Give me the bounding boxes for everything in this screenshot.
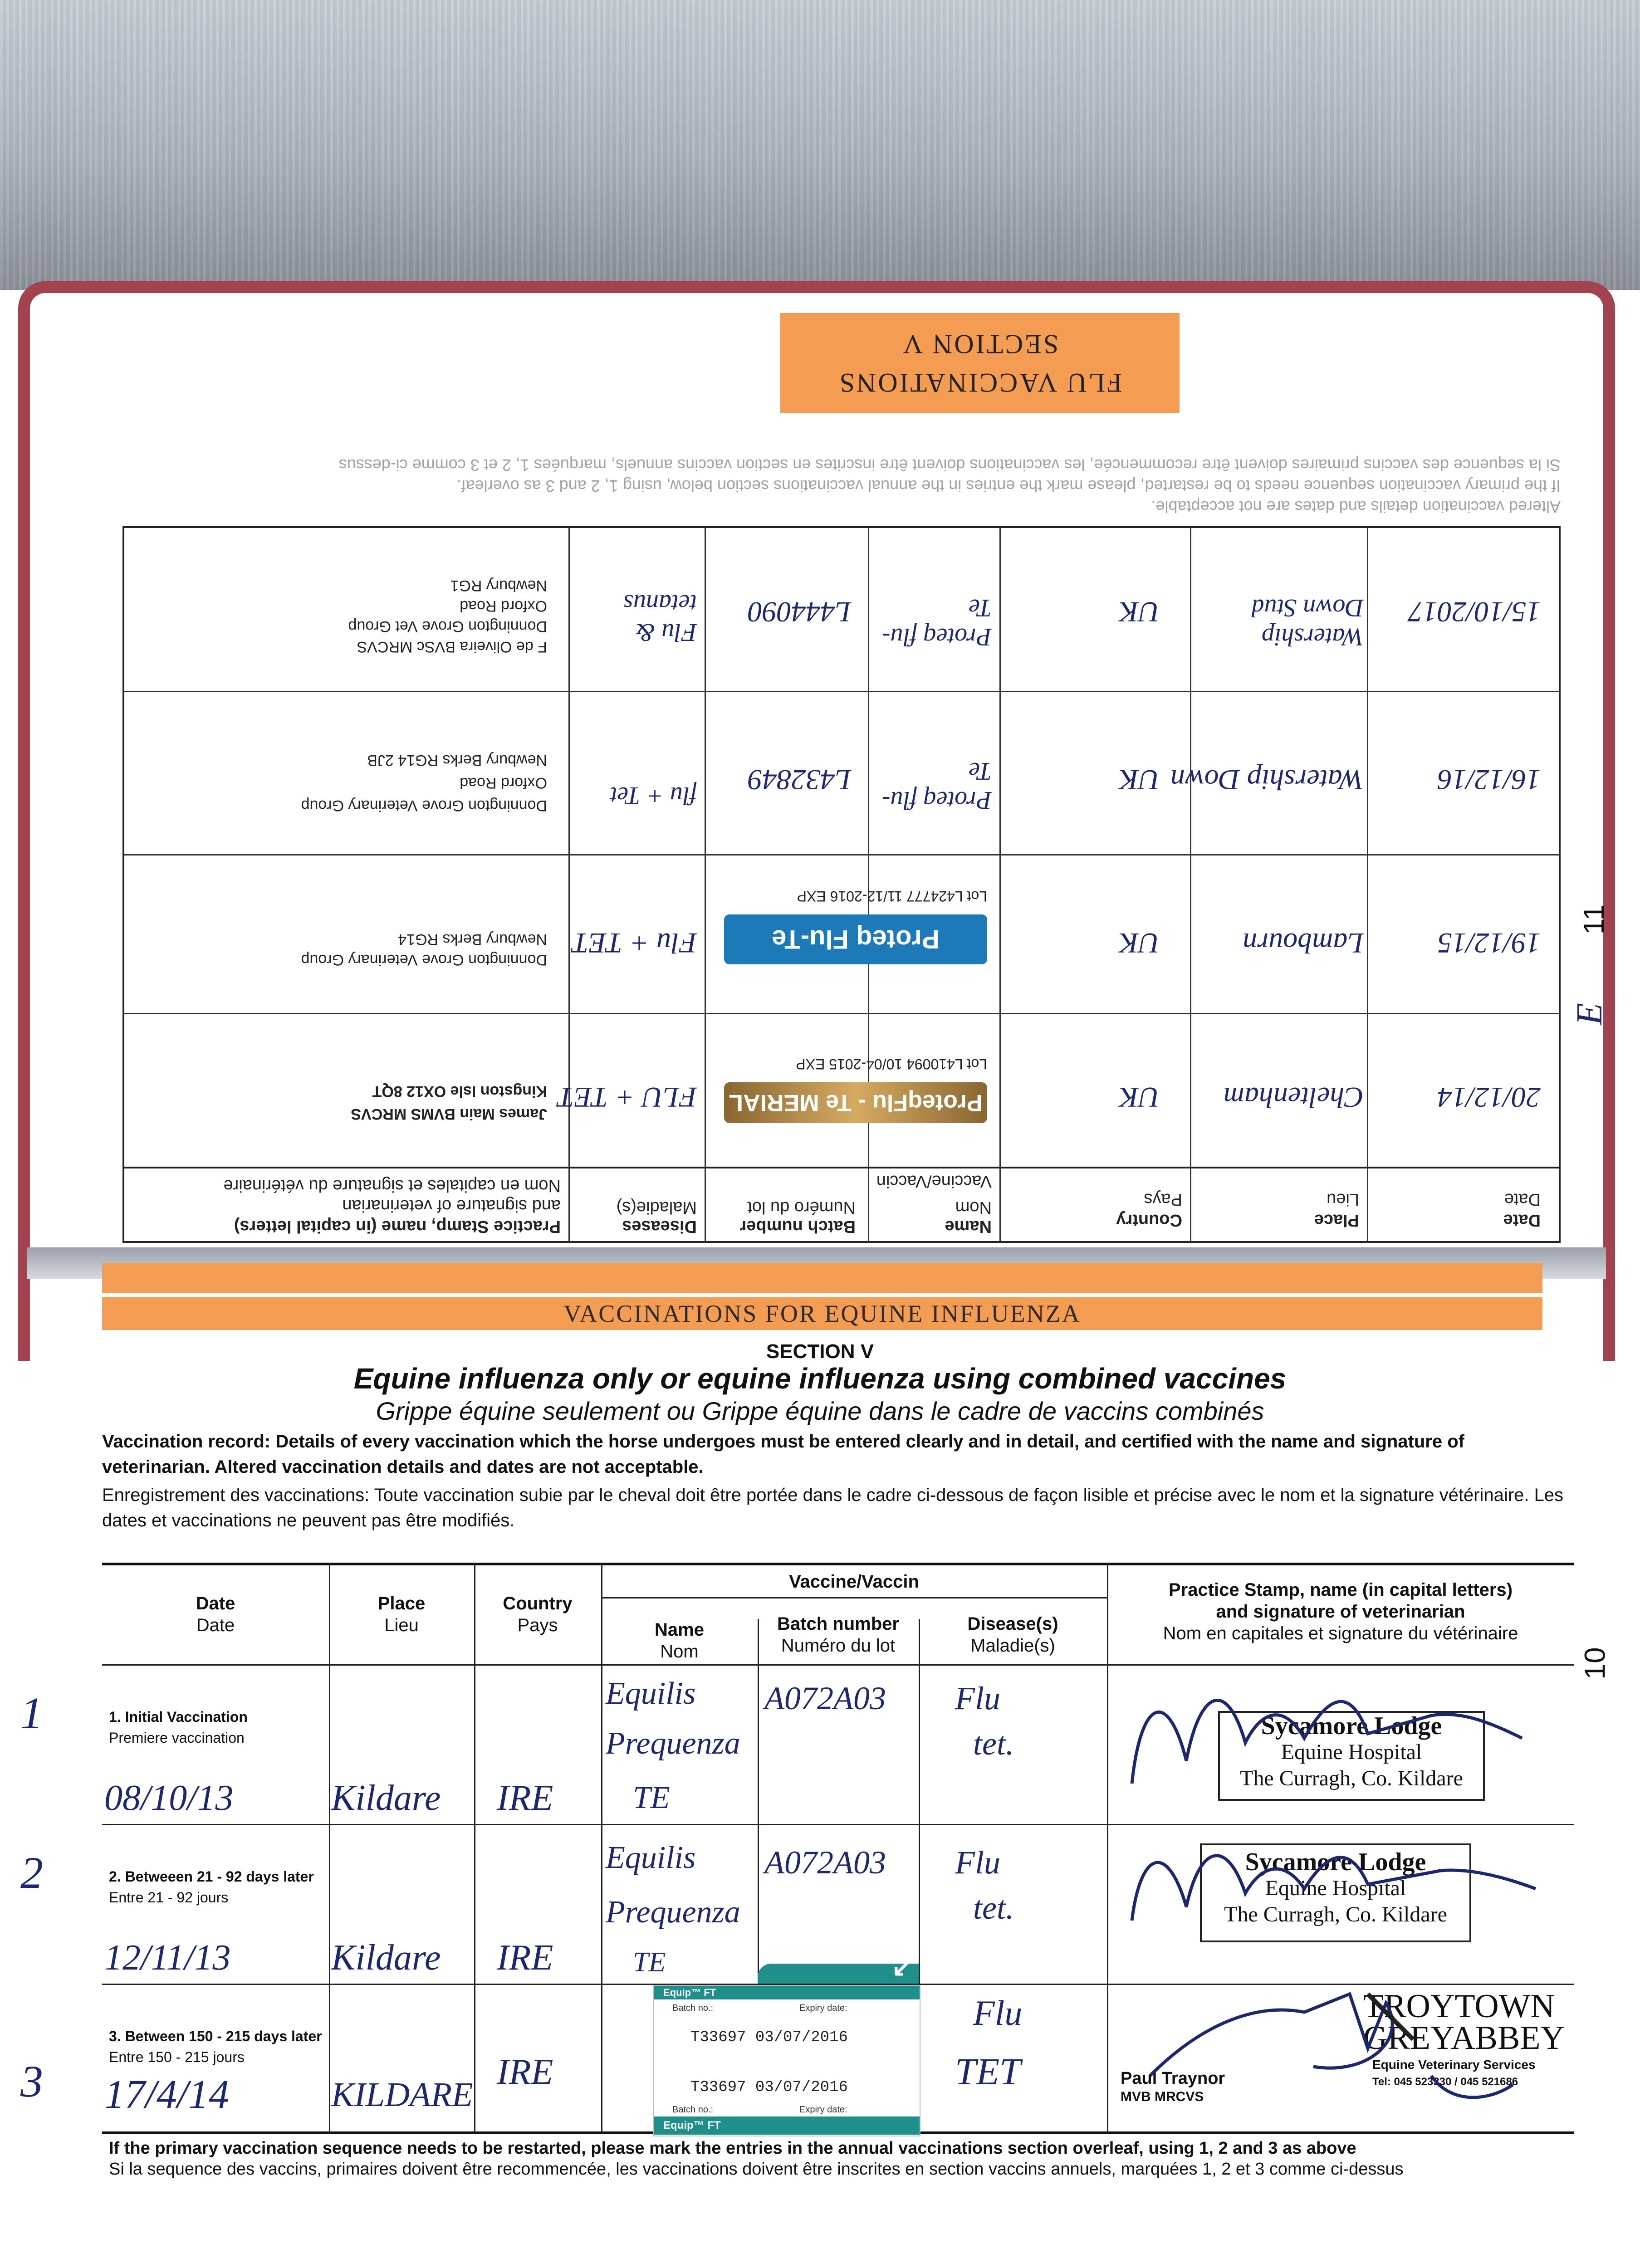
sticker-code-2: T33697 03/07/2016 — [690, 2079, 848, 2096]
row2-label-en: 2. Betweeen 21 - 92 days later — [109, 1868, 314, 1885]
flu-row4-stamp-3: Oxford Road — [460, 597, 547, 615]
row1-name-2: Prequenza — [606, 1726, 740, 1761]
vaccine-subheader-line — [601, 1597, 1107, 1598]
margin-handwritten-mark: E — [1569, 1003, 1610, 1025]
vet-signature-2 — [1114, 1830, 1567, 1975]
header-date-fr: Date — [196, 1615, 235, 1635]
row1-label — [109, 1706, 248, 1748]
row2-stamp-2: Equine Hospital — [1265, 1876, 1406, 1900]
row2-name-3: TE — [633, 1947, 666, 1978]
header-disease — [919, 1613, 1107, 1657]
row2-date: 12/11/13 — [104, 1938, 231, 1978]
row2-stamp-3: The Curragh, Co. Kildare — [1224, 1902, 1447, 1926]
header-place — [329, 1593, 474, 1636]
flu-heading-line2: SECTION V — [901, 329, 1059, 359]
flu-row4-stamp-2: Donnington Grove Vet Group — [348, 618, 547, 635]
flu-row2-country: UK — [1119, 927, 1160, 959]
header-country — [474, 1593, 601, 1636]
flu-header-stamp-1: Practice Stamp, name (in capital letters) — [234, 1217, 561, 1236]
flu-row4-date: 15/10/2017 — [1408, 596, 1541, 628]
row2-disease-2: tet. — [973, 1890, 1014, 1926]
record-instructions-french: Enregistrement des vaccinations: Toute vaccination subie par le cheval doit être portée dans le cadre ci-dessous de façon lisible et précise avec le nom et la signature vétérinaire. Les dates et vaccinations ne peuvent pas être modifiés. — [102, 1485, 1564, 1530]
flu-header-stamp-3: Nom en capitales et signature du vétérinaire — [223, 1176, 561, 1195]
header-stamp-en2: and signature of veterinarian — [1216, 1602, 1465, 1622]
flu-header-diseases: Diseases — [622, 1217, 697, 1236]
vet-name: Paul Traynor — [1121, 2069, 1225, 2088]
flu-row4-stamp-4: Newbury RG1 — [450, 577, 547, 594]
row1-date: 08/10/13 — [104, 1778, 234, 1818]
flu-row2-date: 19/12/15 — [1437, 927, 1541, 959]
row1-place: Kildare — [331, 1778, 441, 1818]
row3-disease-1: Flu — [973, 1993, 1023, 2033]
flu-row3-batch: L432849 — [748, 764, 851, 796]
flu-vaccinations-heading — [780, 313, 1180, 413]
row1-name-3: TE — [633, 1780, 670, 1815]
troytown-stamp-4: Tel: 045 523330 / 045 521686 — [1372, 2076, 1518, 2088]
row1-name-1: Equilis — [606, 1676, 696, 1711]
row1-stamp-2: Equine Hospital — [1281, 1740, 1422, 1764]
header-name-fr: Nom — [660, 1642, 699, 1662]
page-number-11: 11 — [1577, 904, 1611, 935]
flu-row1-place: Cheltenham — [1223, 1081, 1364, 1114]
flu-note-1: Altered vaccination details and dates are not acceptable. — [1151, 498, 1561, 516]
flu-header-stamp-2: and signature of veterinarian — [342, 1196, 561, 1215]
header-batch-en: Batch number — [777, 1614, 899, 1634]
header-date-en: Date — [196, 1593, 235, 1613]
flu-row3-country: UK — [1119, 764, 1160, 796]
flu-header-place: Place — [1314, 1211, 1359, 1230]
flu-row2-place: Lambourn — [1243, 927, 1364, 959]
flu-note-3: Si la sequence des vaccins primaires doivent être recommencée, les vaccinations doivent être inscrites en section vaccins annuels, marquées 1, 2 et 3 comme ci-dessus — [338, 456, 1561, 474]
footer-english: If the primary vaccination sequence needs to be restarted, please mark the entries in the annual vaccinations section overleaf, using 1, 2 and 3 as above — [109, 2139, 1356, 2158]
section-label: SECTION V — [766, 1340, 874, 1363]
row2-batch: A072A03 — [764, 1844, 886, 1881]
flu-row2-diseases: Flu + TET — [572, 927, 697, 959]
vaccination-row-1 — [102, 1664, 1574, 1825]
flu-row3-name: Proteq flu-Te — [881, 757, 992, 814]
troytown-stamp-2: GREYABBEY — [1363, 2019, 1565, 2057]
header-disease-en: Disease(s) — [967, 1614, 1058, 1634]
expiry-label-top: Expiry date: — [799, 2003, 847, 2013]
header-stamp-en1: Practice Stamp, name (in capital letters) — [1168, 1580, 1513, 1600]
flu-row1-lot: Lot L410094 10/04-2015 EXP — [796, 1056, 987, 1072]
margin-number-1: 1 — [20, 1688, 43, 1738]
row1-country: IRE — [497, 1778, 553, 1818]
header-stamp — [1107, 1579, 1574, 1644]
flu-row-1 — [124, 1013, 1559, 1168]
flu-row1-stamp-1: James Main BVMS MRCVS — [351, 1105, 547, 1123]
vet-qualifications: MVB MRCVS — [1121, 2089, 1204, 2104]
flu-header-diseases-fr: Maladie(s) — [616, 1198, 697, 1217]
proteqflu-sticker: ProteqFlu - Te MERIAL — [724, 1082, 987, 1123]
flu-row-4 — [124, 526, 1559, 692]
row3-disease-2: TET — [955, 2051, 1021, 2093]
flu-header-batch: Batch number — [739, 1217, 856, 1236]
batch-label-bottom: Batch no.: — [672, 2105, 714, 2115]
proteq-flu-te-sticker: Proteq Flu-Te — [724, 914, 987, 964]
row2-name-1: Equilis — [606, 1840, 696, 1875]
footer-french: Si la sequence des vaccins, primaires doivent être recommencée, les vaccinations doivent être inscrites en section vaccins annuels, marquées 1, 2 et 3 comme ci-dessus — [109, 2160, 1404, 2179]
troytown-stamp-1: TROYTOWN — [1363, 1988, 1555, 2025]
header-country-en: Country — [503, 1593, 573, 1613]
flu-row-2 — [124, 854, 1559, 1014]
vaccination-row-2 — [102, 1824, 1574, 1985]
margin-number-2: 2 — [20, 1848, 43, 1898]
sticker-code-1: T33697 03/07/2016 — [690, 2029, 848, 2046]
row3-country: IRE — [497, 2052, 553, 2092]
header-vaccine: Vaccine/Vaccin — [789, 1572, 919, 1592]
header-stamp-fr: Nom en capitales et signature du vétérinaire — [1163, 1623, 1518, 1643]
flu-header-place-fr: Lieu — [1327, 1190, 1359, 1209]
arrow-icon: ↙ — [891, 1953, 913, 1981]
flu-header-country-fr: Pays — [1144, 1190, 1182, 1209]
row1-label-en: 1. Initial Vaccination — [109, 1709, 248, 1725]
vaccinations-banner: VACCINATIONS FOR EQUINE INFLUENZA — [102, 1297, 1542, 1330]
row1-label-fr: Premiere vaccination — [109, 1730, 245, 1746]
flu-row3-stamp-1: Donnington Grove Veterinary Group — [301, 797, 547, 814]
header-place-fr: Lieu — [384, 1615, 419, 1635]
batch-label-top: Batch no.: — [672, 2003, 714, 2013]
flu-row3-date: 16/12/16 — [1437, 764, 1541, 796]
vet-signature-1 — [1114, 1670, 1567, 1815]
flu-row1-diseases: FLU + TET — [558, 1081, 697, 1114]
equip-brand-bottom: Equip™ FT — [654, 2116, 920, 2135]
flu-row2-stamp-2: Newbury Berks RG14 — [398, 931, 547, 948]
flu-row4-name: Proteq flu-Te — [881, 594, 992, 651]
scanner-background — [0, 0, 1640, 290]
row3-label — [109, 2026, 322, 2068]
flu-header-country: Country — [1116, 1211, 1182, 1230]
flu-header-date: Date — [1503, 1211, 1541, 1230]
flu-row1-date: 20/12/14 — [1437, 1081, 1541, 1114]
record-instructions-english: Vaccination record: Details of every vaccination which the horse undergoes must be entered clearly and in detail, and certified with the name and signature of veterinarian. Altered vaccination details and dates are not acceptable. — [102, 1432, 1464, 1477]
vet-signature-3 — [1114, 1985, 1567, 2130]
header-name-en: Name — [655, 1620, 704, 1640]
row2-name-2: Prequenza — [606, 1895, 740, 1930]
flu-row4-diseases: Flu & tetanus — [623, 589, 697, 646]
flu-note-2: If the primary vaccination sequence needs to be restarted, please mark the entries in the annual vaccinations section below, using 1, 2 and 3 as overleaf. — [456, 477, 1561, 495]
expiry-label-bottom: Expiry date: — [799, 2105, 847, 2115]
flu-row1-stamp-2: Kingston Isle OX12 8QT — [372, 1083, 547, 1100]
orange-band — [102, 1263, 1542, 1293]
header-country-fr: Pays — [517, 1615, 558, 1635]
header-batch — [758, 1613, 919, 1657]
flu-row3-place: Watership Down — [1170, 764, 1364, 796]
header-place-en: Place — [377, 1593, 426, 1613]
flu-header-batch-fr: Numéro du lot — [747, 1198, 856, 1217]
row1-disease-1: Flu — [955, 1680, 1000, 1716]
vaccination-table — [20, 1563, 1574, 2134]
row3-date: 17/4/14 — [104, 2072, 230, 2117]
row3-label-en: 3. Between 150 - 215 days later — [109, 2028, 322, 2044]
row2-place: Kildare — [331, 1938, 441, 1978]
flu-header-name-fr: Nom — [955, 1198, 992, 1217]
flu-row-3 — [124, 691, 1559, 855]
flu-header-date-fr: Date — [1504, 1190, 1541, 1209]
equip-brand-top: Equip™ FT — [654, 1986, 920, 1999]
row1-stamp-1: Sycamore Lodge — [1261, 1712, 1442, 1740]
flu-row2-lot: Lot L424777 11/12-2016 EXP — [797, 888, 987, 904]
equip-ft-batch-sticker — [653, 1985, 920, 2136]
row2-label-fr: Entre 21 - 92 jours — [109, 1889, 229, 1906]
flu-page-notes — [122, 455, 1561, 517]
header-date — [102, 1593, 329, 1636]
row1-batch: A072A03 — [764, 1680, 886, 1716]
flu-row4-batch: L444090 — [748, 596, 851, 628]
flu-row1-country: UK — [1119, 1081, 1160, 1114]
vaccination-row-3 — [102, 1984, 1574, 2136]
page-number-10: 10 — [1578, 1647, 1611, 1680]
flu-header-vaccine: Vaccine/Vaccin — [876, 1172, 992, 1191]
row1-disease-2: tet. — [973, 1725, 1014, 1762]
row2-disease-1: Flu — [955, 1844, 1000, 1881]
flu-row3-stamp-2: Oxford Road — [460, 774, 547, 792]
flu-heading-line1: FLU VACCINATIONS — [837, 368, 1122, 398]
flu-row3-diseases: flu + Tet — [610, 782, 697, 810]
header-name — [601, 1619, 758, 1662]
row2-label — [109, 1866, 314, 1908]
flu-row4-stamp-1: F de Oliveira BVSc MRCVS — [357, 638, 547, 655]
margin-number-3: 3 — [20, 2056, 43, 2107]
header-batch-fr: Numéro du lot — [781, 1636, 896, 1656]
row3-place: KILDARE — [331, 2076, 473, 2114]
header-disease-fr: Maladie(s) — [970, 1636, 1055, 1656]
flu-header-name: Name — [945, 1217, 992, 1236]
troytown-stamp-3: Equine Veterinary Services — [1372, 2058, 1536, 2072]
title-english: Equine influenza only or equine influenza using combined vaccines — [353, 1362, 1287, 1395]
flu-table-header — [124, 1167, 1559, 1241]
flu-row2-stamp-1: Donnington Grove Veterinary Group — [301, 951, 547, 968]
row2-country: IRE — [497, 1938, 553, 1978]
flu-row4-place: Watership Down Stud — [1251, 594, 1364, 651]
flu-row3-stamp-3: Newbury Berks RG14 2JB — [367, 752, 547, 769]
flu-vaccinations-table — [122, 526, 1561, 1243]
flu-vaccinations-page-upside-down — [122, 318, 1561, 1243]
row2-stamp-1: Sycamore Lodge — [1245, 1848, 1426, 1876]
title-french: Grippe équine seulement ou Grippe équine dans le cadre de vaccins combinés — [376, 1397, 1264, 1425]
row3-label-fr: Entre 150 - 215 jours — [109, 2049, 245, 2065]
row1-stamp-3: The Curragh, Co. Kildare — [1240, 1766, 1463, 1790]
flu-row4-country: UK — [1119, 596, 1160, 628]
